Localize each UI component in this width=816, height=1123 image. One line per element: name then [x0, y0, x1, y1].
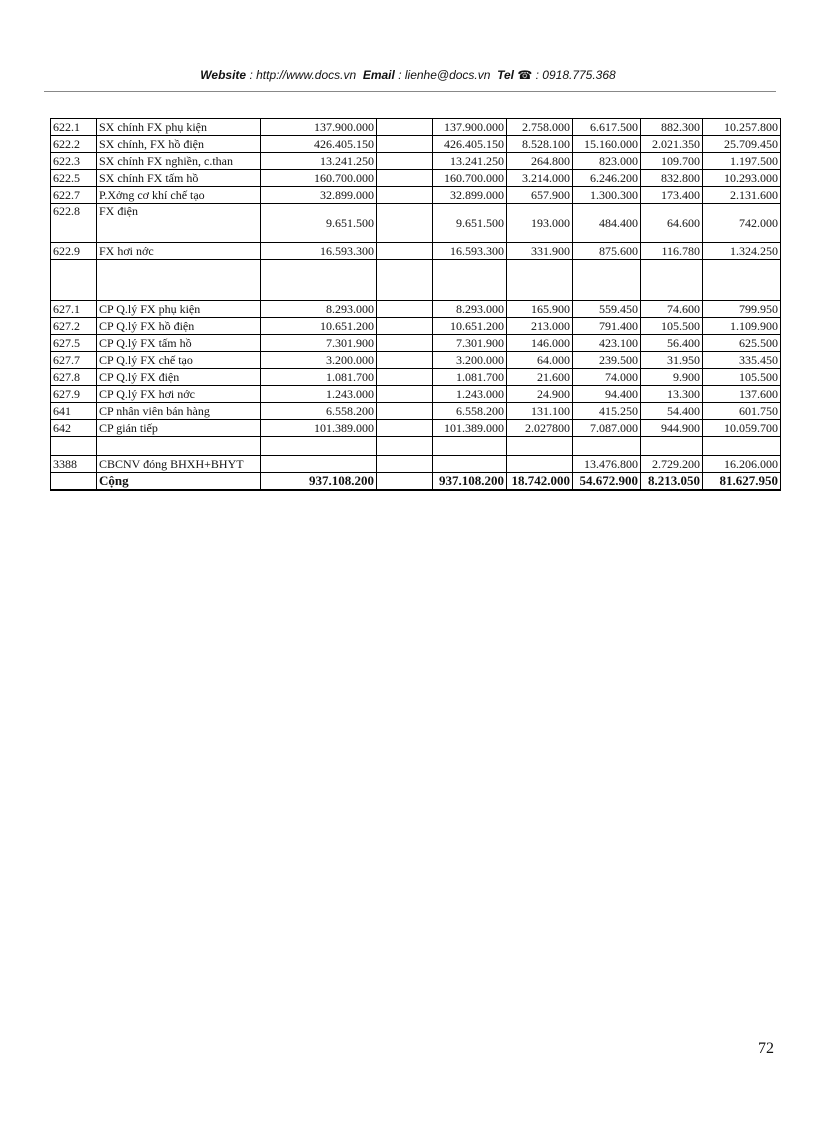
description-cell: CBCNV đóng BHXH+BHYT — [97, 456, 261, 473]
amount-cell: 32.899.000 — [261, 187, 377, 204]
table-row — [51, 170, 781, 187]
amount-cell — [377, 335, 433, 352]
amount-cell: 7.301.900 — [433, 335, 507, 352]
account-code-cell: 627.1 — [51, 301, 97, 318]
amount-cell: 832.800 — [641, 170, 703, 187]
amount-cell: 25.709.450 — [703, 136, 781, 153]
website-label: Website — [200, 68, 247, 82]
amount-cell: 426.405.150 — [433, 136, 507, 153]
amount-cell — [261, 437, 377, 456]
account-code-cell: 627.2 — [51, 318, 97, 335]
amount-cell: 791.400 — [573, 318, 641, 335]
amount-cell: 31.950 — [641, 352, 703, 369]
amount-cell — [261, 260, 377, 301]
amount-cell: 9.651.500 — [433, 204, 507, 243]
amount-cell: 81.627.950 — [703, 473, 781, 491]
amount-cell: 16.206.000 — [703, 456, 781, 473]
amount-cell: 101.389.000 — [433, 420, 507, 437]
table-body — [51, 119, 781, 491]
amount-cell: 74.000 — [573, 369, 641, 386]
amount-cell: 823.000 — [573, 153, 641, 170]
amount-cell: 625.500 — [703, 335, 781, 352]
amount-cell: 21.600 — [507, 369, 573, 386]
amount-cell: 6.617.500 — [573, 119, 641, 136]
amount-cell — [377, 386, 433, 403]
table-row — [51, 301, 781, 318]
table-row — [51, 243, 781, 260]
amount-cell: 657.900 — [507, 187, 573, 204]
amount-cell — [573, 437, 641, 456]
amount-cell — [641, 260, 703, 301]
amount-cell — [433, 437, 507, 456]
description-cell: SX chính, FX hồ điện — [97, 136, 261, 153]
amount-cell — [377, 301, 433, 318]
amount-cell: 160.700.000 — [433, 170, 507, 187]
amount-cell: 937.108.200 — [433, 473, 507, 491]
account-code-cell: 3388 — [51, 456, 97, 473]
amount-cell — [377, 369, 433, 386]
amount-cell: 9.900 — [641, 369, 703, 386]
amount-cell: 54.400 — [641, 403, 703, 420]
description-cell — [97, 437, 261, 456]
amount-cell — [377, 119, 433, 136]
description-cell: CP Q.lý FX chế tạo — [97, 352, 261, 369]
amount-cell — [377, 136, 433, 153]
amount-cell: 7.301.900 — [261, 335, 377, 352]
description-cell: CP gián tiếp — [97, 420, 261, 437]
table-row — [51, 437, 781, 456]
table-row — [51, 386, 781, 403]
amount-cell: 24.900 — [507, 386, 573, 403]
header-rule — [44, 91, 776, 92]
amount-cell — [433, 260, 507, 301]
amount-cell: 559.450 — [573, 301, 641, 318]
amount-cell: 1.243.000 — [261, 386, 377, 403]
amount-cell: 8.528.100 — [507, 136, 573, 153]
amount-cell: 6.558.200 — [261, 403, 377, 420]
amount-cell: 15.160.000 — [573, 136, 641, 153]
amount-cell: 173.400 — [641, 187, 703, 204]
table-row — [51, 119, 781, 136]
description-cell: SX chính FX tấm hồ — [97, 170, 261, 187]
amount-cell: 882.300 — [641, 119, 703, 136]
amount-cell: 10.257.800 — [703, 119, 781, 136]
account-code-cell — [51, 473, 97, 491]
tel-value: ☎ : 0918.775.368 — [517, 68, 616, 82]
description-cell: CP Q.lý FX điện — [97, 369, 261, 386]
amount-cell: 13.241.250 — [261, 153, 377, 170]
description-cell: CP Q.lý FX hơi nớc — [97, 386, 261, 403]
description-cell: SX chính FX nghiền, c.than — [97, 153, 261, 170]
amount-cell: 105.500 — [641, 318, 703, 335]
amount-cell: 742.000 — [703, 204, 781, 243]
amount-cell: 18.742.000 — [507, 473, 573, 491]
amount-cell — [377, 352, 433, 369]
amount-cell: 13.476.800 — [573, 456, 641, 473]
amount-cell: 1.300.300 — [573, 187, 641, 204]
table-row — [51, 153, 781, 170]
description-cell: CP Q.lý FX tấm hồ — [97, 335, 261, 352]
cost-allocation-table — [50, 118, 781, 491]
amount-cell: 54.672.900 — [573, 473, 641, 491]
amount-cell — [261, 456, 377, 473]
amount-cell — [703, 437, 781, 456]
description-cell: CP Q.lý FX phụ kiện — [97, 301, 261, 318]
amount-cell: 131.100 — [507, 403, 573, 420]
amount-cell: 3.214.000 — [507, 170, 573, 187]
amount-cell: 944.900 — [641, 420, 703, 437]
amount-cell: 799.950 — [703, 301, 781, 318]
account-code-cell: 641 — [51, 403, 97, 420]
amount-cell: 2.131.600 — [703, 187, 781, 204]
amount-cell: 109.700 — [641, 153, 703, 170]
amount-cell: 937.108.200 — [261, 473, 377, 491]
description-cell: Cộng — [97, 473, 261, 491]
amount-cell: 875.600 — [573, 243, 641, 260]
amount-cell: 1.197.500 — [703, 153, 781, 170]
account-code-cell — [51, 437, 97, 456]
amount-cell: 16.593.300 — [261, 243, 377, 260]
amount-cell: 137.600 — [703, 386, 781, 403]
amount-cell — [507, 456, 573, 473]
amount-cell: 7.087.000 — [573, 420, 641, 437]
account-code-cell: 622.1 — [51, 119, 97, 136]
account-code-cell: 622.3 — [51, 153, 97, 170]
amount-cell: 1.109.900 — [703, 318, 781, 335]
table-row — [51, 456, 781, 473]
amount-cell — [377, 437, 433, 456]
account-code-cell: 622.2 — [51, 136, 97, 153]
table-row — [51, 204, 781, 243]
description-cell: CP nhân viên bán hàng — [97, 403, 261, 420]
amount-cell: 74.600 — [641, 301, 703, 318]
tel-label: Tel — [497, 68, 514, 82]
amount-cell: 13.300 — [641, 386, 703, 403]
amount-cell: 165.900 — [507, 301, 573, 318]
amount-cell — [641, 437, 703, 456]
amount-cell: 1.243.000 — [433, 386, 507, 403]
website-value: : http://www.docs.vn — [249, 68, 357, 82]
amount-cell: 2.021.350 — [641, 136, 703, 153]
amount-cell — [377, 243, 433, 260]
amount-cell: 8.213.050 — [641, 473, 703, 491]
table-row — [51, 136, 781, 153]
table-row — [51, 260, 781, 301]
table-row — [51, 318, 781, 335]
amount-cell: 484.400 — [573, 204, 641, 243]
amount-cell — [377, 187, 433, 204]
amount-cell: 6.558.200 — [433, 403, 507, 420]
amount-cell — [377, 403, 433, 420]
amount-cell: 137.900.000 — [261, 119, 377, 136]
amount-cell — [377, 456, 433, 473]
amount-cell: 116.780 — [641, 243, 703, 260]
table-row — [51, 403, 781, 420]
amount-cell: 1.081.700 — [261, 369, 377, 386]
description-cell — [97, 260, 261, 301]
account-code-cell: 622.5 — [51, 170, 97, 187]
description-cell: SX chính FX phụ kiện — [97, 119, 261, 136]
amount-cell — [377, 473, 433, 491]
amount-cell: 10.651.200 — [433, 318, 507, 335]
amount-cell: 64.000 — [507, 352, 573, 369]
amount-cell: 601.750 — [703, 403, 781, 420]
amount-cell — [377, 318, 433, 335]
amount-cell: 3.200.000 — [261, 352, 377, 369]
page-header — [0, 68, 816, 82]
table-row — [51, 420, 781, 437]
amount-cell: 1.081.700 — [433, 369, 507, 386]
email-value: : lienhe@docs.vn — [398, 68, 491, 82]
amount-cell: 16.593.300 — [433, 243, 507, 260]
account-code-cell: 622.8 — [51, 204, 97, 243]
amount-cell: 3.200.000 — [433, 352, 507, 369]
amount-cell: 56.400 — [641, 335, 703, 352]
amount-cell: 8.293.000 — [261, 301, 377, 318]
account-code-cell: 622.9 — [51, 243, 97, 260]
amount-cell: 239.500 — [573, 352, 641, 369]
amount-cell — [377, 420, 433, 437]
amount-cell: 101.389.000 — [261, 420, 377, 437]
table-row — [51, 352, 781, 369]
amount-cell: 10.293.000 — [703, 170, 781, 187]
amount-cell: 8.293.000 — [433, 301, 507, 318]
amount-cell — [573, 260, 641, 301]
amount-cell: 146.000 — [507, 335, 573, 352]
amount-cell: 335.450 — [703, 352, 781, 369]
table-row — [51, 187, 781, 204]
description-cell: FX điện — [97, 204, 261, 243]
amount-cell: 331.900 — [507, 243, 573, 260]
account-code-cell: 622.7 — [51, 187, 97, 204]
amount-cell: 9.651.500 — [261, 204, 377, 243]
amount-cell: 213.000 — [507, 318, 573, 335]
account-code-cell — [51, 260, 97, 301]
amount-cell: 2.758.000 — [507, 119, 573, 136]
account-code-cell: 627.7 — [51, 352, 97, 369]
page-number: 72 — [758, 1040, 774, 1057]
amount-cell: 32.899.000 — [433, 187, 507, 204]
amount-cell: 10.059.700 — [703, 420, 781, 437]
amount-cell — [377, 204, 433, 243]
description-cell: P.Xởng cơ khí chế tạo — [97, 187, 261, 204]
description-cell: CP Q.lý FX hồ điện — [97, 318, 261, 335]
amount-cell: 2.729.200 — [641, 456, 703, 473]
amount-cell: 94.400 — [573, 386, 641, 403]
amount-cell — [377, 260, 433, 301]
amount-cell — [507, 260, 573, 301]
table-row — [51, 473, 781, 491]
amount-cell: 193.000 — [507, 204, 573, 243]
amount-cell — [377, 170, 433, 187]
amount-cell: 160.700.000 — [261, 170, 377, 187]
amount-cell: 13.241.250 — [433, 153, 507, 170]
account-code-cell: 627.9 — [51, 386, 97, 403]
account-code-cell: 642 — [51, 420, 97, 437]
account-code-cell: 627.5 — [51, 335, 97, 352]
amount-cell: 6.246.200 — [573, 170, 641, 187]
amount-cell: 264.800 — [507, 153, 573, 170]
amount-cell: 426.405.150 — [261, 136, 377, 153]
email-label: Email — [362, 68, 395, 82]
amount-cell: 423.100 — [573, 335, 641, 352]
amount-cell: 2.027800 — [507, 420, 573, 437]
amount-cell — [433, 456, 507, 473]
amount-cell: 10.651.200 — [261, 318, 377, 335]
amount-cell — [507, 437, 573, 456]
amount-cell: 105.500 — [703, 369, 781, 386]
description-cell: FX hơi nớc — [97, 243, 261, 260]
amount-cell: 137.900.000 — [433, 119, 507, 136]
amount-cell — [703, 260, 781, 301]
amount-cell — [377, 153, 433, 170]
amount-cell: 415.250 — [573, 403, 641, 420]
table-row — [51, 335, 781, 352]
amount-cell: 64.600 — [641, 204, 703, 243]
account-code-cell: 627.8 — [51, 369, 97, 386]
table-row — [51, 369, 781, 386]
amount-cell: 1.324.250 — [703, 243, 781, 260]
